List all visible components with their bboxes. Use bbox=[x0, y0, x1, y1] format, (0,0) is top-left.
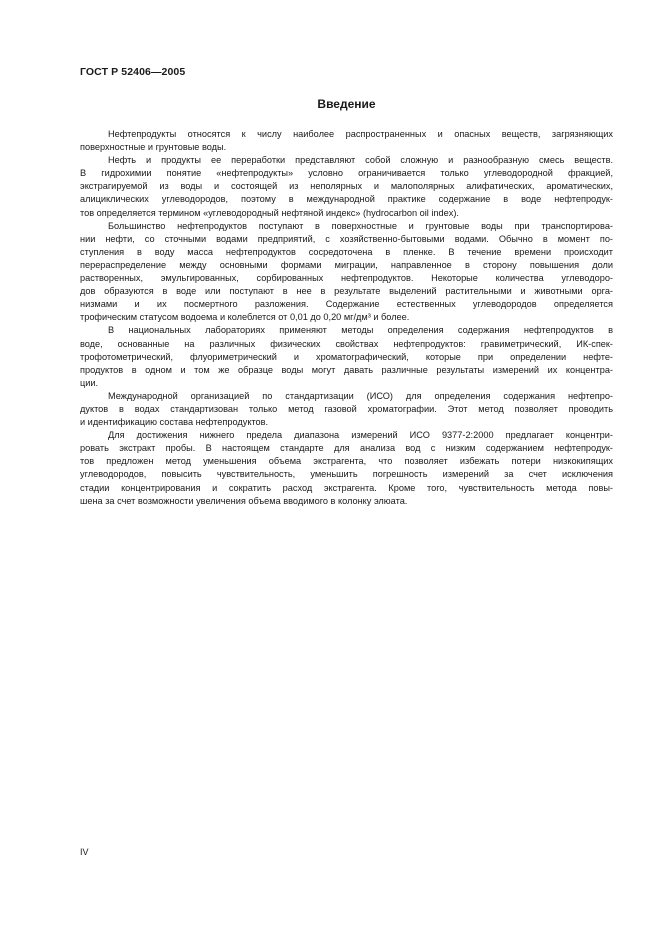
paragraph bbox=[80, 429, 613, 508]
paragraph-line: В национальных лабораториях применяют методы определения содержания нефтепродуктов в bbox=[108, 325, 613, 336]
paragraph-line: и идентификацию состава нефтепродуктов. bbox=[80, 417, 269, 428]
paragraph-line: ступления в воду масса нефтепродуктов сосредоточена в пленке. В течение времени происходит bbox=[80, 246, 613, 257]
paragraph-line: дов образуются в воде или поступают в нее в результате выделений растительными и животными орга- bbox=[80, 286, 613, 297]
paragraph-line: В гидрохимии понятие «нефтепродукты» условно ограничивается только углеводородной фракцией, bbox=[80, 168, 613, 179]
paragraph-line: перераспределение между основными формами миграции, направленное в сторону повышения доли bbox=[80, 259, 613, 270]
paragraph-line: стадии концентрирования и сократить расход экстрагента. Кроме того, чувствительность метода повы- bbox=[80, 482, 613, 493]
paragraph-line: Для достижения нижнего предела диапазона измерений ИСО 9377-2:2000 предлагает концентри- bbox=[108, 430, 613, 441]
paragraph-line: трофотометрический, флуориметрический и хроматографический, которые при определении нефте- bbox=[80, 351, 613, 362]
paragraph-line: шена за счет возможности увеличения объема вводимого в колонку элюата. bbox=[80, 495, 408, 506]
paragraph bbox=[80, 324, 613, 389]
paragraph bbox=[80, 128, 613, 154]
paragraph-line: растворенных, эмульгированных, сорбированных нефтепродуктов. Некоторые количества углеводоро- bbox=[80, 273, 613, 284]
paragraph-line: ции. bbox=[80, 377, 99, 388]
paragraph-line: Нефтепродукты относятся к числу наиболее распространенных и опасных веществ, загрязняющих bbox=[108, 129, 613, 139]
paragraph-line: Международной организацией по стандартизации (ИСО) для определения содержания нефтепро- bbox=[108, 390, 613, 401]
paragraph-line: продуктов в одном и том же образце воды могут давать различные результаты измерений их концентра- bbox=[80, 364, 613, 375]
standard-header: ГОСТ Р 52406—2005 bbox=[80, 66, 186, 78]
section-title: Введение bbox=[317, 97, 376, 111]
paragraph-line: Большинство нефтепродуктов поступают в поверхностные и грунтовые воды при транспортирова- bbox=[108, 220, 613, 231]
paragraph-line: ровать экстракт пробы. В настоящем стандарте для анализа вод с низким содержанием нефтепродук- bbox=[80, 443, 613, 454]
page-number: IV bbox=[80, 847, 89, 857]
paragraph-line: воде, основанные на различных физических свойствах нефтепродуктов: гравиметрический, ИК-спек- bbox=[80, 338, 613, 349]
paragraph-line: дуктов в водах стандартизован только метод газовой хроматографии. Этот метод позволяет проводить bbox=[80, 403, 613, 414]
paragraph-line: экстрагируемой из воды и состоящей из неполярных и малополярных алифатических, ароматических, bbox=[80, 181, 613, 192]
body-text bbox=[80, 128, 613, 508]
paragraph bbox=[80, 390, 613, 429]
paragraph-line: низмами и их посмертного разложения. Содержание естественных углеводородов определяется bbox=[80, 299, 613, 310]
paragraph-line: алициклических углеводородов, поэтому в международной практике содержание в воде нефтепродук- bbox=[80, 194, 613, 205]
paragraph-line: тов предложен метод уменьшения объема экстрагента, что позволяет избежать потери низкокипящих bbox=[80, 456, 613, 467]
paragraph-line: углеводородов, повысить чувствительность, уменьшить погрешность измерений за счет исключения bbox=[80, 469, 613, 480]
paragraph-line: Нефть и продукты ее переработки представляют собой сложную и разнообразную смесь веществ. bbox=[108, 155, 613, 166]
paragraph bbox=[80, 154, 613, 219]
paragraph-line: нии нефти, со сточными водами предприятий, с хозяйственно-бытовыми водами. Обычно в момент по- bbox=[80, 233, 613, 244]
paragraph-line: поверхностные и грунтовые воды. bbox=[80, 142, 227, 153]
paragraph-line: тов определяется термином «углеводородный нефтяной индекс» (hydrocarbon oil index). bbox=[80, 207, 459, 218]
paragraph-line: трофическим статусом водоема и колеблется от 0,01 до 0,20 мг/дм³ и более. bbox=[80, 312, 410, 323]
paragraph bbox=[80, 220, 613, 325]
